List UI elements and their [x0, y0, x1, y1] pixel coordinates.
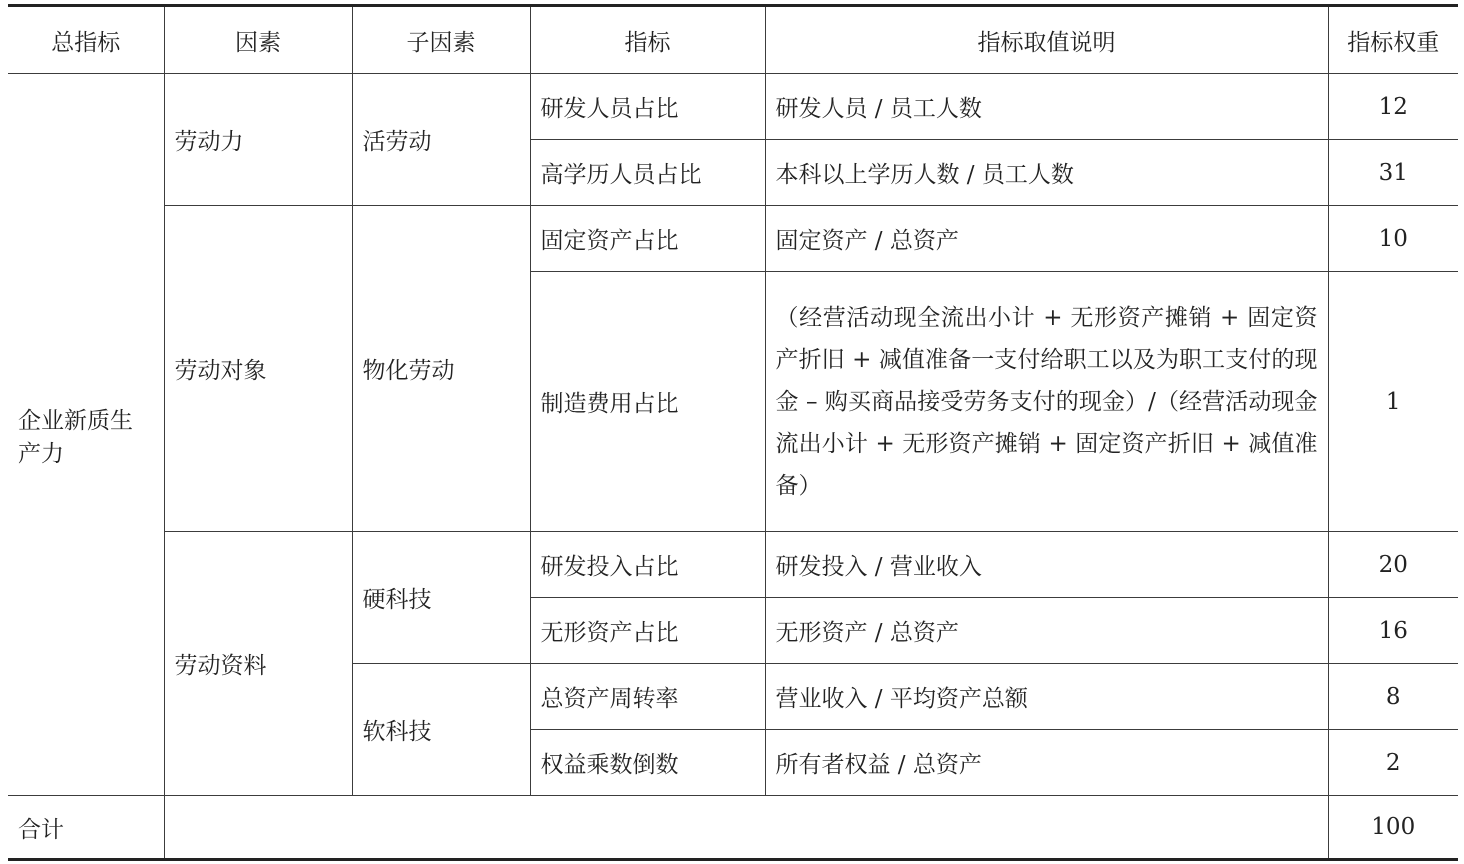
indicator-weight-table [8, 4, 1458, 861]
sub-factor-cell: 硬科技 [352, 532, 530, 664]
description-cell: 营业收入 / 平均资产总额 [765, 664, 1328, 730]
description-cell: 本科以上学历人数 / 员工人数 [765, 140, 1328, 206]
indicator-cell: 高学历人员占比 [530, 140, 765, 206]
factor-cell: 劳动资料 [164, 532, 352, 796]
header-top-indicator: 总指标 [8, 6, 164, 74]
weight-cell: 16 [1328, 598, 1458, 664]
weight-cell: 8 [1328, 664, 1458, 730]
total-label: 合计 [8, 796, 164, 860]
indicator-cell: 制造费用占比 [530, 272, 765, 532]
weight-cell: 12 [1328, 74, 1458, 140]
weight-cell: 2 [1328, 730, 1458, 796]
table-row [8, 532, 1458, 598]
weight-cell: 20 [1328, 532, 1458, 598]
total-empty-cell [164, 796, 1328, 860]
header-weight: 指标权重 [1328, 6, 1458, 74]
total-row [8, 796, 1458, 860]
indicator-cell: 无形资产占比 [530, 598, 765, 664]
sub-factor-cell: 物化劳动 [352, 206, 530, 532]
description-cell: 所有者权益 / 总资产 [765, 730, 1328, 796]
indicator-cell: 权益乘数倒数 [530, 730, 765, 796]
header-sub-factor: 子因素 [352, 6, 530, 74]
weight-cell: 31 [1328, 140, 1458, 206]
factor-cell: 劳动对象 [164, 206, 352, 532]
total-weight: 100 [1328, 796, 1458, 860]
indicator-cell: 总资产周转率 [530, 664, 765, 730]
header-description: 指标取值说明 [765, 6, 1328, 74]
table-row [8, 206, 1458, 272]
sub-factor-cell: 软科技 [352, 664, 530, 796]
description-cell: （经营活动现全流出小计 + 无形资产摊销 + 固定资产折旧 + 减值准备一支付给职工以及为职工支付的现金 – 购买商品接受劳务支付的现金）/（经营活动现金流出小计 + 无形资产摊销 + 固定资产折旧 + 减值准备） [765, 272, 1328, 532]
header-factor: 因素 [164, 6, 352, 74]
table-row [8, 74, 1458, 140]
indicator-cell: 研发投入占比 [530, 532, 765, 598]
weight-cell: 10 [1328, 206, 1458, 272]
weight-cell: 1 [1328, 272, 1458, 532]
sub-factor-cell: 活劳动 [352, 74, 530, 206]
description-cell: 研发投入 / 营业收入 [765, 532, 1328, 598]
description-cell: 固定资产 / 总资产 [765, 206, 1328, 272]
header-indicator: 指标 [530, 6, 765, 74]
description-cell: 研发人员 / 员工人数 [765, 74, 1328, 140]
header-row [8, 6, 1458, 74]
indicator-cell: 研发人员占比 [530, 74, 765, 140]
factor-cell: 劳动力 [164, 74, 352, 206]
indicator-cell: 固定资产占比 [530, 206, 765, 272]
top-indicator-cell: 企业新质生产力 [8, 74, 164, 796]
description-cell: 无形资产 / 总资产 [765, 598, 1328, 664]
